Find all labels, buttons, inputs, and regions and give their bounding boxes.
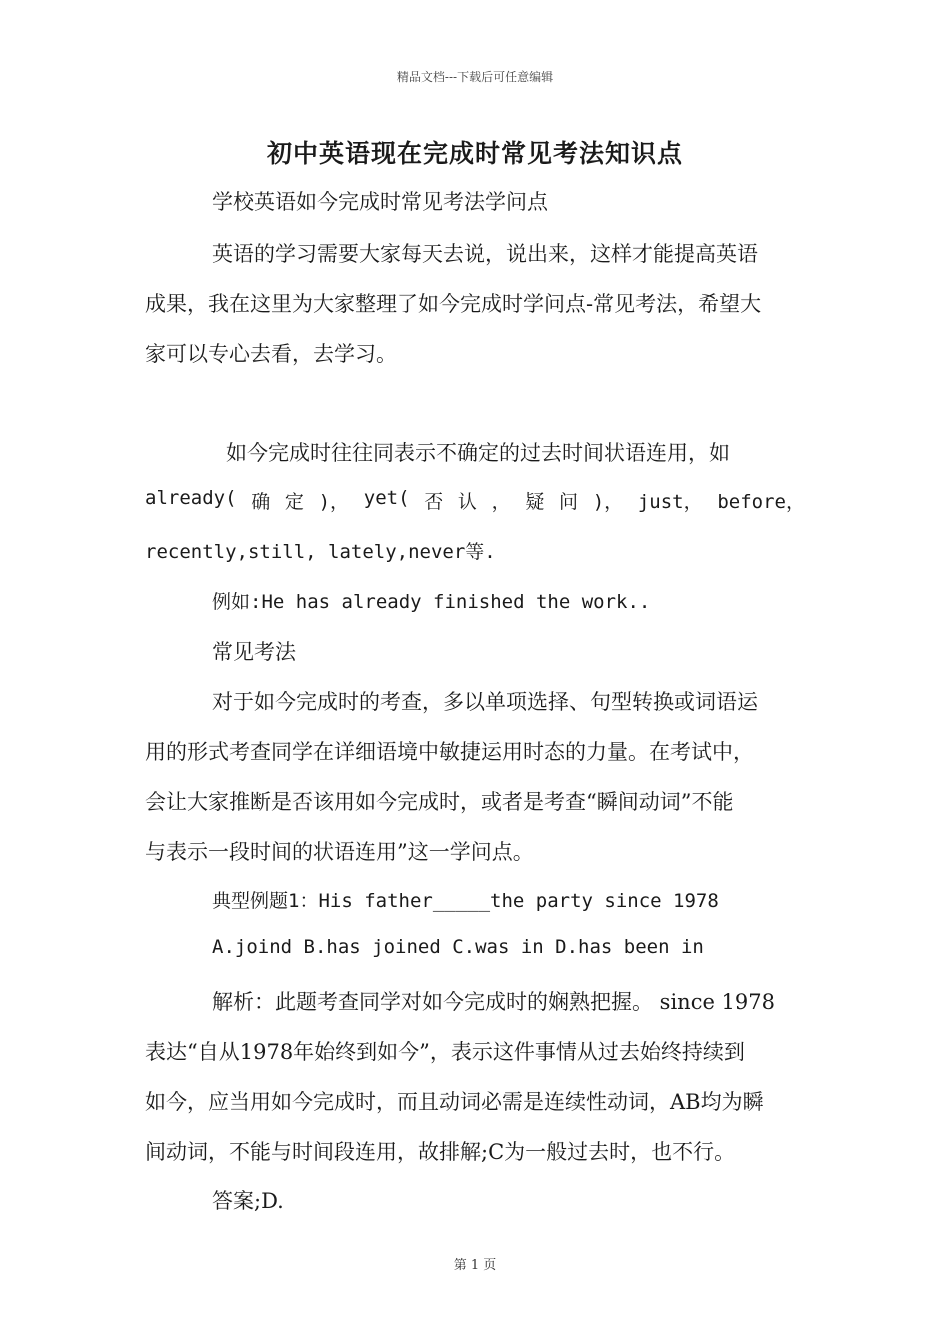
usage-token: ，: [491, 491, 511, 513]
header-note: 精品文档---下载后可任意编辑: [396, 70, 554, 84]
usage-token: 否: [424, 491, 444, 513]
analysis-line-4: 间动词，不能与时间段连用，故排解;C为一般过去时，也不行。: [145, 1140, 736, 1164]
analysis-line-1: 解析：此题考查同学对如今完成时的娴熟把握。 since 1978: [212, 990, 775, 1014]
usage-token: )，: [592, 491, 624, 513]
intro-line-3: 家可以专心去看，去学习。: [145, 342, 397, 366]
intro-line-2: 成果，我在这里为大家整理了如今完成时学问点-常见考法，希望大: [145, 292, 762, 316]
page-number: 第 1 页: [453, 1258, 497, 1273]
usage-token: already(: [145, 487, 237, 509]
usage-token: 认: [457, 491, 477, 513]
usage-token: )，: [318, 491, 350, 513]
page-title: 初中英语现在完成时常见考法知识点: [266, 139, 683, 168]
usage-token: 定: [284, 491, 304, 513]
usage-token: yet(: [363, 487, 410, 509]
usage-line-1: 如今完成时往往同表示不确定的过去时间状语连用，如: [226, 441, 730, 465]
example-question: 典型例题1：His father_____the party since 1978: [212, 890, 719, 912]
answer-options: A.joind B.has joined C.was in D.has been in: [212, 936, 704, 958]
section-heading: 常见考法: [212, 640, 296, 664]
usage-token: just，: [637, 491, 703, 513]
intro-line-1: 英语的学习需要大家每天去说，说出来，这样才能提高英语: [212, 242, 758, 266]
answer-line: 答案;D.: [212, 1189, 284, 1213]
example-sentence: 例如:He has already finished the work..: [212, 591, 651, 613]
subtitle: 学校英语如今完成时常见考法学问点: [212, 190, 548, 214]
usage-line-3: recently,still, lately,never等.: [145, 541, 496, 563]
analysis-line-2: 表达“自从1978年始终到如今”，表示这件事情从过去始终持续到: [145, 1040, 745, 1064]
usage-token: before，: [717, 491, 805, 513]
usage-token: 疑: [525, 491, 545, 513]
usage-token: 确: [251, 491, 271, 513]
usage-token: 问: [559, 491, 579, 513]
exam-desc-line-3: 会让大家推断是否该用如今完成时，或者是考查“瞬间动词”不能: [145, 790, 734, 814]
analysis-line-3: 如今，应当用如今完成时，而且动词必需是连续性动词，AB均为瞬: [145, 1090, 764, 1114]
exam-desc-line-1: 对于如今完成时的考查，多以单项选择、句型转换或词语运: [212, 690, 758, 714]
usage-line-2: [145, 487, 805, 514]
exam-desc-line-2: 用的形式考查同学在详细语境中敏捷运用时态的力量。在考试中，: [145, 740, 754, 764]
exam-desc-line-4: 与表示一段时间的状语连用”这一学问点。: [145, 840, 534, 864]
